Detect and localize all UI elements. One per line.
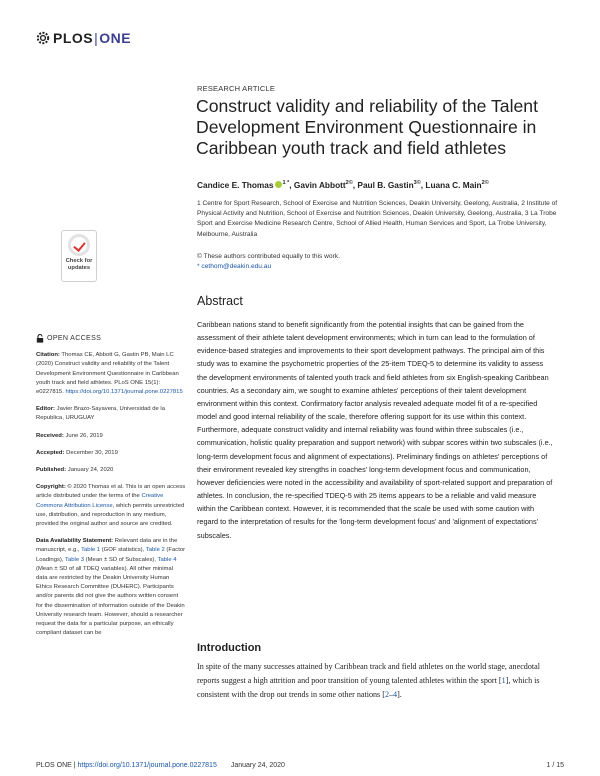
author-name[interactable]: , Paul B. Gastin xyxy=(352,180,414,190)
orcid-icon[interactable] xyxy=(275,181,282,188)
copyright-text: , which permits unrestricted use, distribution, and reproduction in any medium, provided the original author and source are credited. xyxy=(36,502,185,528)
intro-text: ], which is consistent with the drop out trends in some other nations [ xyxy=(197,676,540,700)
intro-text: – xyxy=(388,690,394,700)
footer-doi-link[interactable]: https://doi.org/10.1371/journal.pone.0227815 xyxy=(77,762,217,769)
affiliations: 1 Centre for Sport Research, School of Exercise and Nutrition Sciences, Deakin University, Geelong, Australia, 2 Institute of Physical Activity and Nutrition, School of Exercise and Nutrition Sciences, Deakin University, Geelong, Australia, 3 La Trobe Sport and Exercise Medicine Research Centre, School of Allied Health, Human Services and Sport, La Trobe University, Melbourne, Australia xyxy=(197,200,558,238)
data-availability-label: Data Availability Statement: xyxy=(36,538,114,545)
article-title: Construct validity and reliability of the Talent Development Environment Questionnaire in Caribbean youth track and field athletes xyxy=(196,96,538,158)
plos-one-logo xyxy=(36,30,131,46)
editor-text: Javier Brazo-Sayavera, Universidad de la Republica, URUGUAY xyxy=(36,406,165,422)
received-date: June 26, 2019 xyxy=(63,432,103,439)
logo-separator: | xyxy=(94,30,99,46)
accepted-date: December 30, 2019 xyxy=(64,449,118,456)
abstract-heading: Abstract xyxy=(197,294,243,308)
citation-label: Citation: xyxy=(36,352,60,359)
author-list xyxy=(197,180,489,190)
page-number: 1 / 15 xyxy=(546,762,564,769)
received-label: Received: xyxy=(36,432,64,439)
author-name[interactable]: , Luana C. Main xyxy=(420,180,482,190)
check-for-updates-button[interactable] xyxy=(61,230,97,282)
copyright-text: © 2020 Thomas et al. This is an open access article distributed under the terms of the xyxy=(36,484,186,500)
citation-block xyxy=(36,351,186,397)
cc-license-link[interactable]: Creative Commons Attribution License xyxy=(36,493,164,509)
equal-contribution-note: © These authors contributed equally to this work. xyxy=(197,253,340,260)
citation-doi-link[interactable]: https://doi.org/10.1371/journal.pone.0227815 xyxy=(65,389,183,396)
accepted-block xyxy=(36,449,186,458)
received-block xyxy=(36,432,186,441)
data-availability-text: (Mean ± SD of all TDEQ variables). All other minimal data are restricted by the Deakin University Human Ethics Research Committee (DUHERC). Participants and/or parents did not give the authors written consent for the dissemination of information outside of the Deakin University research team. However, should a researcher request the data for a particular purpose, an ethically compliant dataset can be xyxy=(36,565,185,637)
editor-label: Editor: xyxy=(36,406,55,413)
table-1-link[interactable]: Table 1 xyxy=(81,547,101,554)
table-2-link[interactable]: Table 2 xyxy=(145,547,165,554)
reference-link[interactable]: 2 xyxy=(384,690,389,700)
citation-text: Thomas CE, Abbott G, Gastin PB, Main LC (2020) Construct validity and reliability of the Talent Development Environment Questionnaire in Caribbean youth track and field athletes. PLoS ONE 15(1): e0227815. xyxy=(36,352,179,396)
logo-plos-text: PLOS xyxy=(53,30,94,46)
editor-block xyxy=(36,405,186,423)
page-footer xyxy=(36,762,564,769)
check-updates-line1: Check for xyxy=(65,258,93,264)
table-3-link[interactable]: Table 3 xyxy=(65,556,85,563)
corresponding-email-link[interactable]: * cethom@deakin.edu.au xyxy=(197,262,272,270)
article-type: RESEARCH ARTICLE xyxy=(197,84,276,93)
check-updates-icon xyxy=(68,234,90,256)
footer-date: January 24, 2020 xyxy=(230,762,285,769)
data-availability-block xyxy=(36,537,186,638)
plos-gear-icon xyxy=(36,31,50,45)
open-access-label: OPEN ACCESS xyxy=(47,334,102,342)
author-affiliation-mark: 3© xyxy=(413,180,421,187)
introduction-heading: Introduction xyxy=(197,642,262,654)
data-availability-text: (Mean ± SD of Subscales), xyxy=(84,556,158,563)
logo-one-text: ONE xyxy=(99,30,132,46)
accepted-label: Accepted: xyxy=(36,449,65,456)
data-availability-text: (GOF statistics), xyxy=(100,547,146,554)
contribution-notes xyxy=(197,252,340,271)
copyright-label: Copyright: xyxy=(36,484,66,491)
author-affiliation-mark: 2© xyxy=(481,180,489,187)
published-block xyxy=(36,466,186,475)
article-info-sidebar xyxy=(36,334,186,646)
author-name[interactable]: Candice E. Thomas xyxy=(197,180,274,190)
intro-text: In spite of the many successes attained by Caribbean track and field athletes on the world stage, anecdotal reports suggest a high attrition and poor transition of young talented athletes within the sport [ xyxy=(197,662,540,686)
abstract-text: Caribbean nations stand to benefit significantly from the potential insights that can be gained from the assessment of their athlete talent development environments; which in turn can lead to the formulation of evidence-based strategies and improvements to their sport development pathways. The principal aim of this study was to examine the psychometric properties of the 25-item TDEQ-5 to determine its validity to assess the development environments of talented youth track and field athletes from six English-speaking Caribbean countries. As a secondary aim, we sought to examine athletes' perceptions of their talent development environment within this context. Confirmatory factor analysis revealed adequate model fit of a re-specified model and good internal reliability of the scale, therefore offering support for its use within this context. Furthermore, adequate construct validity and internal reliability was found within three subscales (i.e., communication, holistic quality preparation and support network) with subpar scores within two subscales (i.e., long-term development focus and alignment of expectations). Preliminary findings on athletes' perceptions of their environment revealed key strengths in coaches' long-term development focus and communication, however deficiencies were noted in the accessibility and availability of sport-related support and preparation of athletes. In conclusion, the re-specified TDEQ-5 with 25 items appears to be a reliable and valid measure within the Caribbean context. However, it is recommended that the scale be used with some caution with regard to the interpretation of results for the 'long-term development focus' and 'alignment of expectations' subscales. xyxy=(197,320,553,540)
intro-text: ]. xyxy=(397,690,402,700)
table-4-link[interactable]: Table 4 xyxy=(157,556,177,563)
footer-journal-doi xyxy=(36,762,285,769)
check-updates-line2: updates xyxy=(67,264,91,271)
data-availability-text: Relevant data are in the manuscript, e.g., xyxy=(36,538,178,554)
open-access-badge xyxy=(36,334,186,343)
published-date: January 24, 2020 xyxy=(66,467,114,474)
copyright-block xyxy=(36,483,186,529)
data-availability-text: (Factor Loadings), xyxy=(36,547,186,563)
author-affiliation-mark: 1 * xyxy=(282,180,290,187)
footer-journal: PLOS ONE | xyxy=(36,762,78,769)
open-lock-icon xyxy=(36,334,44,343)
author-affiliation-mark: 2© xyxy=(345,180,353,187)
reference-link[interactable]: 4 xyxy=(393,690,398,700)
published-label: Published: xyxy=(36,467,67,474)
introduction-text xyxy=(197,660,559,703)
reference-link[interactable]: 1 xyxy=(501,676,506,686)
author-name[interactable]: , Gavin Abbott xyxy=(289,180,346,190)
